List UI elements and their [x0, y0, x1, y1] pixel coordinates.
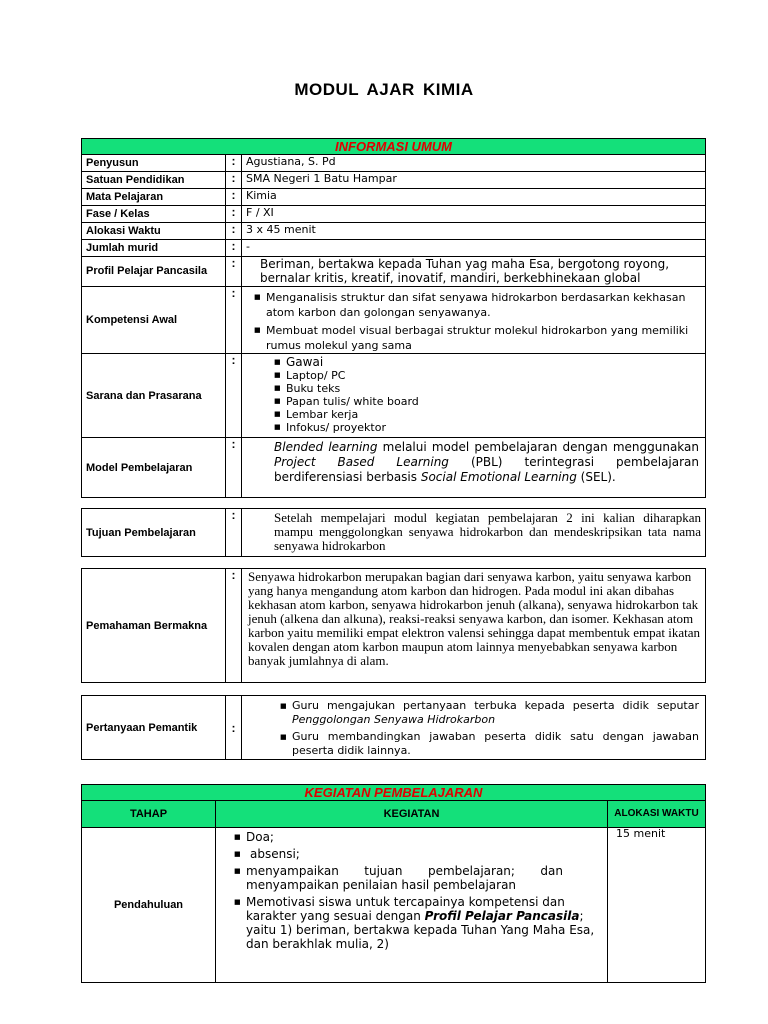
- list-item: ■ Papan tulis/ white board: [286, 395, 701, 408]
- kegiatan-pembelajaran-table: [81, 784, 706, 983]
- pertanyaan-pemantik-table: [81, 695, 706, 760]
- satuan-pendidikan-value: SMA Negeri 1 Batu Hampar: [242, 172, 706, 189]
- mata-pelajaran-value: Kimia: [242, 189, 706, 206]
- pertanyaan-pemantik-label: Pertanyaan Pemantik: [82, 696, 226, 760]
- jumlah-murid-value: -: [242, 240, 706, 257]
- colon: :: [226, 172, 242, 189]
- list-item: [246, 895, 603, 951]
- sel-text: Social Emotional Learning: [420, 470, 577, 484]
- list-item: ■ Doa;: [246, 830, 603, 844]
- tujuan-pembelajaran-table: [81, 508, 706, 557]
- list-item: ■ Menganalisis struktur dan sifat senyawa hidrokarbon berdasarkan kekhasan atom karbon dan golongan senyawanya.: [266, 290, 701, 320]
- pendahuluan-kegiatan-list: [216, 828, 608, 983]
- colon: :: [226, 223, 242, 240]
- model-text: (PBL) terintegrasi pembelajaran berdiferensiasi berbasis: [274, 455, 700, 484]
- kompetensi-awal-list: [242, 287, 706, 354]
- model-pembelajaran-value: [242, 438, 706, 498]
- alokasi-waktu-column-header: ALOKASI WAKTU: [608, 801, 706, 828]
- list-item: ■ Buku teks: [286, 382, 701, 395]
- colon: :: [226, 509, 242, 557]
- pemahaman-bermakna-label: Pemahaman Bermakna: [82, 569, 226, 683]
- pertanyaan-text: Guru mengajukan pertanyaan terbuka kepada peserta didik seputar: [292, 699, 699, 712]
- alokasi-waktu-value: 3 x 45 menit: [242, 223, 706, 240]
- model-text: (SEL).: [576, 470, 616, 484]
- alokasi-waktu-label: Alokasi Waktu: [82, 223, 226, 240]
- colon: :: [226, 287, 242, 354]
- pemahaman-bermakna-value: Senyawa hidrokarbon merupakan bagian dari senyawa karbon, yaitu senyawa karbon yang hanya mengandung atom karbon dan hidrogen. Pada modul ini akan dibahas kekhasan atom karbon, senyawa hidrokarbon jenuh (alkana), senyawa hidrokarbon tak jenuh (alkena dan alkuna), reaksi-reaksi senyawa karbon, dan isomer. Kekhasan atom karbon yaitu memiliki empat elektron valensi sehingga dapat membentuk empat ikatan kovalen dengan atom karbon maupun atom lainnya menyebabkan senyawa karbon banyak jumlahnya di alam.: [242, 569, 706, 683]
- list-item: ■ Membuat model visual berbagai struktur molekul hidrokarbon yang memiliki rumus molekul yang sama: [266, 323, 701, 353]
- blended-learning-text: Blended learning: [274, 440, 378, 454]
- informasi-umum-header: INFORMASI UMUM: [82, 139, 706, 155]
- profil-pelajar-pancasila-text: Profil Pelajar Pancasila: [424, 909, 580, 923]
- sarana-prasarana-label: Sarana dan Prasarana: [82, 354, 226, 438]
- tahap-column-header: TAHAP: [82, 801, 216, 828]
- tahap-pendahuluan: Pendahuluan: [82, 828, 216, 983]
- list-item: ■ menyampaikan tujuan pembelajaran; dan menyampaikan penilaian hasil pembelajaran: [246, 864, 603, 892]
- penyusun-label: Penyusun: [82, 155, 226, 172]
- colon: :: [226, 696, 242, 760]
- satuan-pendidikan-label: Satuan Pendidikan: [82, 172, 226, 189]
- penggolongan-text: Penggolongan Senyawa Hidrokarbon: [292, 713, 496, 726]
- colon: :: [226, 155, 242, 172]
- profil-pelajar-value: Beriman, bertakwa kepada Tuhan yag maha Esa, bergotong royong, bernalar kritis, kreatif, inovatif, mandiri, berkebhinekaan global: [242, 257, 706, 287]
- mata-pelajaran-label: Mata Pelajaran: [82, 189, 226, 206]
- fase-kelas-value: F / XI: [242, 206, 706, 223]
- kompetensi-awal-label: Kompetensi Awal: [82, 287, 226, 354]
- sarana-prasarana-list: [242, 354, 706, 438]
- model-text: melalui model pembelajaran dengan menggunakan: [377, 440, 700, 454]
- colon: :: [226, 240, 242, 257]
- pemahaman-bermakna-table: [81, 568, 706, 683]
- list-item: ■ Gawai: [286, 356, 701, 369]
- tujuan-pembelajaran-value: Setelah mempelajari modul kegiatan pembelajaran 2 ini kalian diharapkan mampu menggolongkan senyawa hidrokarbon dan mendeskripsikan tata nama senyawa hidrokarbon: [242, 509, 706, 557]
- kegiatan-column-header: KEGIATAN: [216, 801, 608, 828]
- informasi-umum-table: [81, 138, 706, 498]
- fase-kelas-label: Fase / Kelas: [82, 206, 226, 223]
- pbl-text: Project Based Learning: [274, 455, 449, 469]
- colon: :: [226, 354, 242, 438]
- model-pembelajaran-label: Model Pembelajaran: [82, 438, 226, 498]
- jumlah-murid-label: Jumlah murid: [82, 240, 226, 257]
- list-item: ■ absensi;: [246, 847, 603, 861]
- motivasi-text: ; yaitu 1) beriman, bertakwa kepada Tuhan Yang Maha Esa, dan berakhlak mulia, 2): [246, 909, 595, 951]
- tujuan-pembelajaran-label: Tujuan Pembelajaran: [82, 509, 226, 557]
- list-item: ■ Guru membandingkan jawaban peserta didik satu dengan jawaban peserta didik lainnya.: [292, 730, 699, 758]
- list-item: ■ Laptop/ PC: [286, 369, 701, 382]
- colon: :: [226, 438, 242, 498]
- page-title: MODUL AJAR KIMIA: [294, 80, 474, 99]
- colon: :: [226, 189, 242, 206]
- pertanyaan-pemantik-list: [242, 696, 706, 760]
- colon: :: [226, 257, 242, 287]
- list-item: ■ Lembar kerja: [286, 408, 701, 421]
- list-item: ■ Infokus/ proyektor: [286, 421, 701, 434]
- kegiatan-pembelajaran-header: KEGIATAN PEMBELAJARAN: [82, 785, 706, 801]
- penyusun-value: Agustiana, S. Pd: [242, 155, 706, 172]
- profil-pelajar-label: Profil Pelajar Pancasila: [82, 257, 226, 287]
- pendahuluan-alokasi-waktu: 15 menit: [608, 828, 706, 983]
- list-item: [292, 699, 699, 727]
- motivasi-text: Memotivasi siswa untuk tercapainya kompetensi dan karakter yang sesuai dengan: [246, 895, 565, 923]
- colon: :: [226, 569, 242, 683]
- colon: :: [226, 206, 242, 223]
